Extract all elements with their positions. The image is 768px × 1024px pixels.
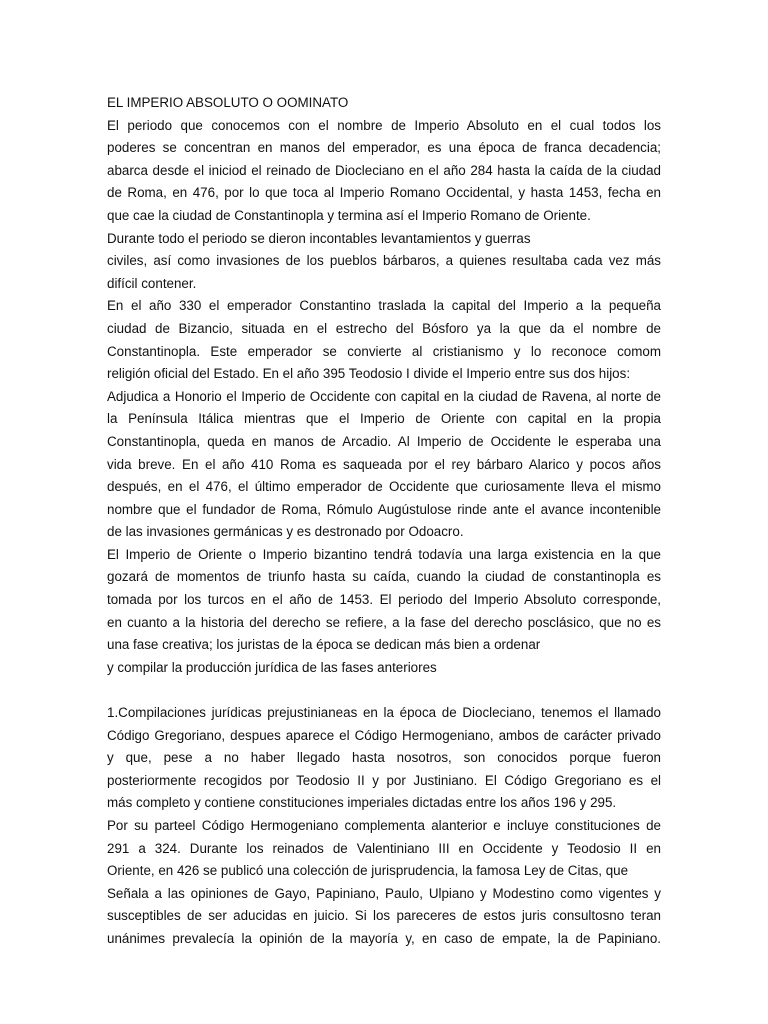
text-line: unánimes prevalecía la opinión de la mayoría y, en caso de empate, la de Papiniano. [107, 930, 661, 946]
text-line: 291 a 324. Durante los reinados de Valentiniano III en Occidente y Teodosio II en [107, 840, 661, 856]
document-page [107, 92, 661, 951]
text-line: gozará de momentos de triunfo hasta su caída, cuando la ciudad de constantinopla es [107, 569, 661, 585]
text-line: después, en el 476, el último emperador de Occidente que curiosamente lleva el mismo [107, 479, 661, 495]
text-line: difícil contener. [107, 275, 197, 291]
text-line: y que, pese a no haber llegado hasta nosotros, son conocidos porque fueron [107, 750, 661, 766]
text-line: más completo y contiene constituciones imperiales dictadas entre los años 196 y 295. [107, 795, 617, 811]
text-line: vida breve. En el año 410 Roma es saqueada por el rey bárbaro Alarico y pocos años [107, 456, 661, 472]
text-line: en cuanto a la historia del derecho se refiere, a la fase del derecho posclásico, que no es [107, 614, 661, 630]
text-line: Constantinopla, queda en manos de Arcadio. Al Imperio de Occidente le esperaba una [107, 433, 661, 449]
text-line: Oriente, en 426 se publicó una colección de jurisprudencia, la famosa Ley de Citas, que [107, 863, 629, 879]
document-body [107, 115, 661, 951]
text-line: nombre que el fundador de Roma, Rómulo Augústulose rinde ante el avance incontenible [107, 501, 661, 517]
paragraph-gap [107, 679, 661, 702]
text-line: poderes se concentran en manos del emperador, es una época de franca decadencia; [107, 140, 661, 156]
text-line: Adjudica a Honorio el Imperio de Occidente con capital en la ciudad de Ravena, al norte de [107, 388, 661, 404]
text-line: Código Gregoriano, despues aparece el Código Hermogeniano, ambos de carácter privado [107, 727, 661, 743]
text-line: susceptibles de ser aducidas en juicio. Si los pareceres de estos juris consultosno teran [107, 908, 661, 924]
text-line: Señala a las opiniones de Gayo, Papiniano, Paulo, Ulpiano y Modestino como vigentes y [107, 885, 661, 901]
text-line: 1.Compilaciones jurídicas prejustinianeas en la época de Diocleciano, tenemos el llamado [107, 705, 661, 721]
text-line: abarca desde el iniciod el reinado de Diocleciano en el año 284 hasta la caída de la ciudad [107, 162, 661, 178]
document-title: EL IMPERIO ABSOLUTO O OOMINATO [107, 95, 349, 110]
text-line: Constantinopla. Este emperador se convierte al cristianismo y lo reconoce comom [107, 343, 661, 359]
text-line: que cae la ciudad de Constantinopla y termina así el Imperio Romano de Oriente. [107, 207, 591, 223]
text-line: ciudad de Bizancio, situada en el estrecho del Bósforo ya la que da el nombre de [107, 320, 661, 336]
text-line: Durante todo el periodo se dieron incontables levantamientos y guerras [107, 230, 531, 246]
text-line: una fase creativa; los juristas de la época se dedican más bien a ordenar [107, 637, 541, 653]
text-line: El Imperio de Oriente o Imperio bizantino tendrá todavía una larga existencia en la que [107, 546, 661, 562]
text-line: En el año 330 el emperador Constantino traslada la capital del Imperio a la pequeña [107, 298, 661, 314]
text-line: civiles, así como invasiones de los pueblos bárbaros, a quienes resultaba cada vez más [107, 253, 661, 269]
text-line: de Roma, en 476, por lo que toca al Imperio Romano Occidental, y hasta 1453, fecha en [107, 185, 661, 201]
text-line: Por su parteel Código Hermogeniano complementa alanterior e incluye constituciones de [107, 818, 661, 833]
text-line: posteriormente recogidos por Teodosio II y por Justiniano. El Código Gregoriano es el [107, 772, 661, 788]
text-line: religión oficial del Estado. En el año 395 Teodosio I divide el Imperio entre sus dos hijos: [107, 366, 631, 382]
text-line: El periodo que conocemos con el nombre de Imperio Absoluto en el cual todos los [107, 117, 661, 133]
text-line: tomada por los turcos en el año de 1453. El periodo del Imperio Absoluto corresponde, [107, 592, 661, 608]
text-line: la Península Itálica mientras que el Imperio de Oriente con capital en la propia [107, 411, 661, 427]
text-line: y compilar la producción jurídica de las fases anteriores [107, 659, 437, 675]
text-line: de las invasiones germánicas y es destronado por Odoacro. [107, 524, 464, 540]
